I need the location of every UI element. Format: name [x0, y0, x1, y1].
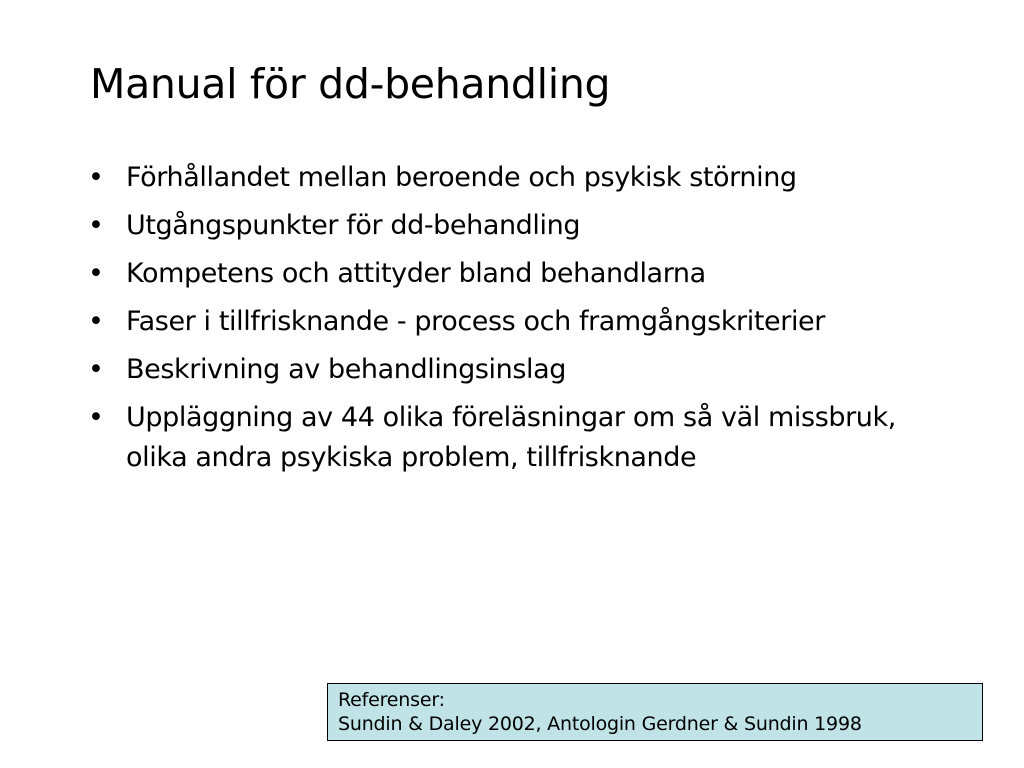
- bullet-text: Beskrivning av behandlingsinslag: [126, 354, 567, 385]
- bullet-item-starting-points: [88, 206, 958, 246]
- slide-title: Manual för dd-behandling: [90, 60, 611, 108]
- bullet-text: Faser i tillfrisknande - process och framgångskriterier: [126, 306, 825, 337]
- bullet-list: [88, 158, 958, 486]
- references-box: [327, 683, 983, 741]
- bullet-item-treatment-components: [88, 350, 958, 390]
- bullet-text: Uppläggning av 44 olika föreläsningar om så väl missbruk, olika andra psykiska problem, tillfrisknande: [126, 402, 896, 473]
- bullet-text: Förhållandet mellan beroende och psykisk störning: [126, 162, 797, 193]
- bullet-marker: •: [88, 162, 104, 193]
- bullet-marker: •: [88, 210, 104, 241]
- bullet-item-recovery-phases: [88, 302, 958, 342]
- bullet-item-competence: [88, 254, 958, 294]
- bullet-item-lectures: [88, 398, 958, 478]
- references-text: Sundin & Daley 2002, Antologin Gerdner & Sundin 1998: [338, 713, 862, 735]
- bullet-marker: •: [88, 354, 104, 385]
- bullet-text: Utgångspunkter för dd-behandling: [126, 210, 581, 241]
- bullet-marker: •: [88, 306, 104, 337]
- bullet-marker: •: [88, 258, 104, 289]
- references-heading: Referenser:: [338, 689, 445, 711]
- bullet-marker: •: [88, 402, 104, 433]
- bullet-item-relationship: [88, 158, 958, 198]
- bullet-text: Kompetens och attityder bland behandlarna: [126, 258, 706, 289]
